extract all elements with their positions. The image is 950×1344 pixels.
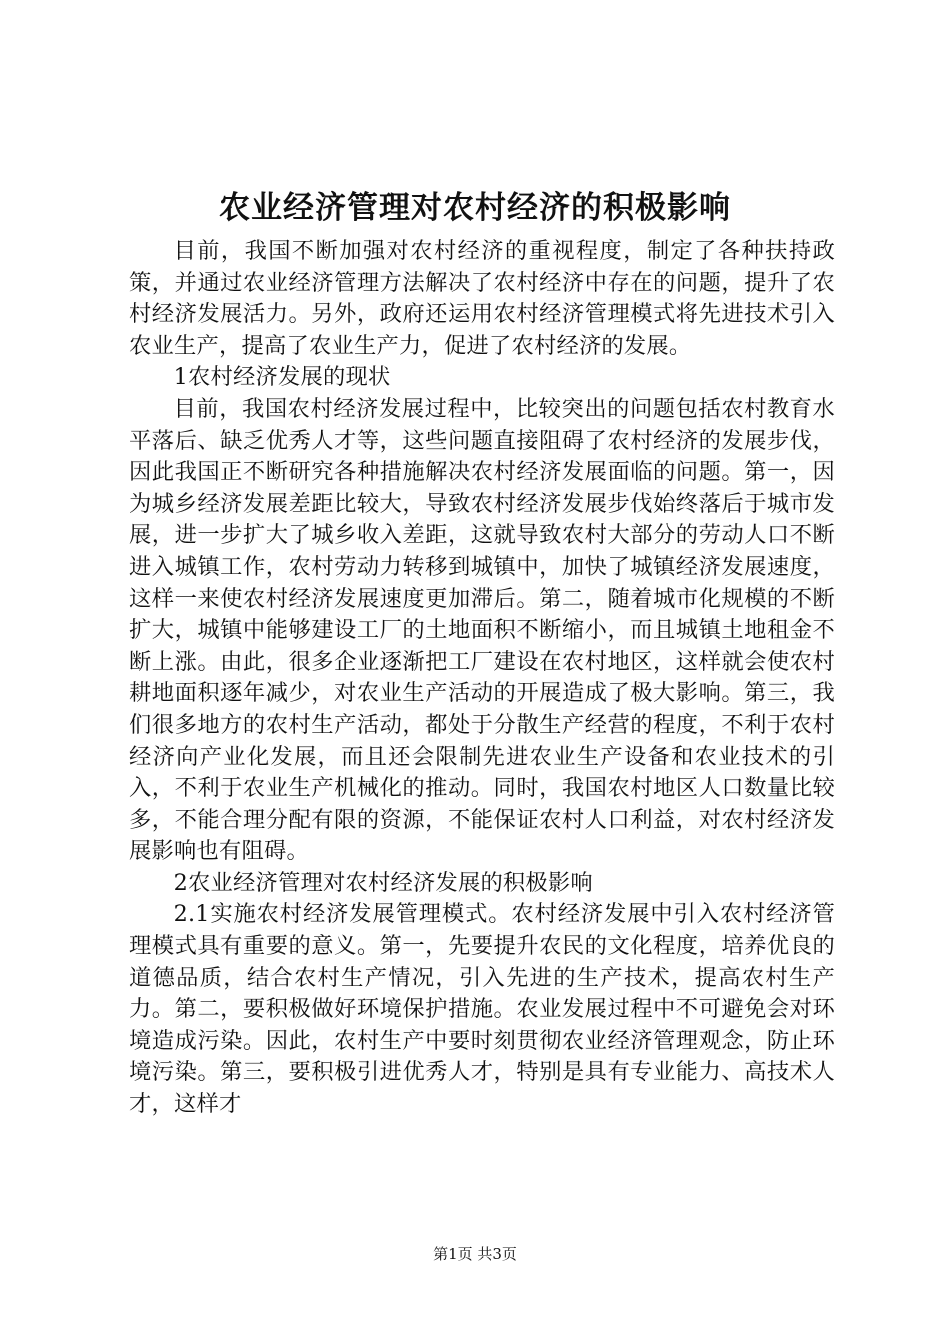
section-heading-1: 1农村经济发展的现状: [173, 364, 391, 391]
section-2-paragraph: 2.1实施农村经济发展管理模式。农村经济发展中引入农村经济管理模式具有重要的意义。第一，先要提升农民的文化程度，培养优良的道德品质，结合农村生产情况，引入先进的生产技术，提高农村生产力。第二，要积极做好环境保护措施。农业发展过程中不可避免会对环境造成污染。因此，农村生产中要时刻贯彻农业经济管理观念，防止环境污染。第三，要积极引进优秀人才，特别是具有专业能力、高技术人才，这样才: [129, 901, 835, 1118]
section-1-paragraph: 目前，我国农村经济发展过程中，比较突出的问题包括农村教育水平落后、缺乏优秀人才等，这些问题直接阻碍了农村经济的发展步伐，因此我国正不断研究各种措施解决农村经济发展面临的问题。第一，因为城乡经济发展差距比较大，导致农村经济发展步伐始终落后于城市发展，进一步扩大了城乡收入差距，这就导致农村大部分的劳动人口不断进入城镇工作，农村劳动力转移到城镇中，加快了城镇经济发展速度，这样一来使农村经济发展速度更加滞后。第二，随着城市化规模的不断扩大，城镇中能够建设工厂的土地面积不断缩小，而且城镇土地租金不断上涨。由此，很多企业逐渐把工厂建设在农村地区，这样就会使农村耕地面积逐年减少，对农业生产活动的开展造成了极大影响。第三，我们很多地方的农村生产活动，都处于分散生产经营的程度，不利于农村经济向产业化发展，而且还会限制先进农业生产设备和农业技术的引入，不利于农业生产机械化的推动。同时，我国农村地区人口数量比较多，不能合理分配有限的资源，不能保证农村人口利益，对农村经济发展影响也有阻碍。: [129, 395, 835, 865]
document-body: [129, 236, 835, 1121]
intro-paragraph: 目前，我国不断加强对农村经济的重视程度，制定了各种扶持政策，并通过农业经济管理方法解决了农村经济中存在的问题，提升了农村经济发展活力。另外，政府还运用农村经济管理模式将先进技术引入农业生产，提高了农业生产力，促进了农村经济的发展。: [129, 238, 835, 359]
page-number-footer: 第1页 共3页: [433, 1245, 517, 1263]
section-heading-2: 2农业经济管理对农村经济发展的积极影响: [173, 869, 593, 896]
document-title: 农业经济管理对农村经济的积极影响: [219, 190, 731, 226]
